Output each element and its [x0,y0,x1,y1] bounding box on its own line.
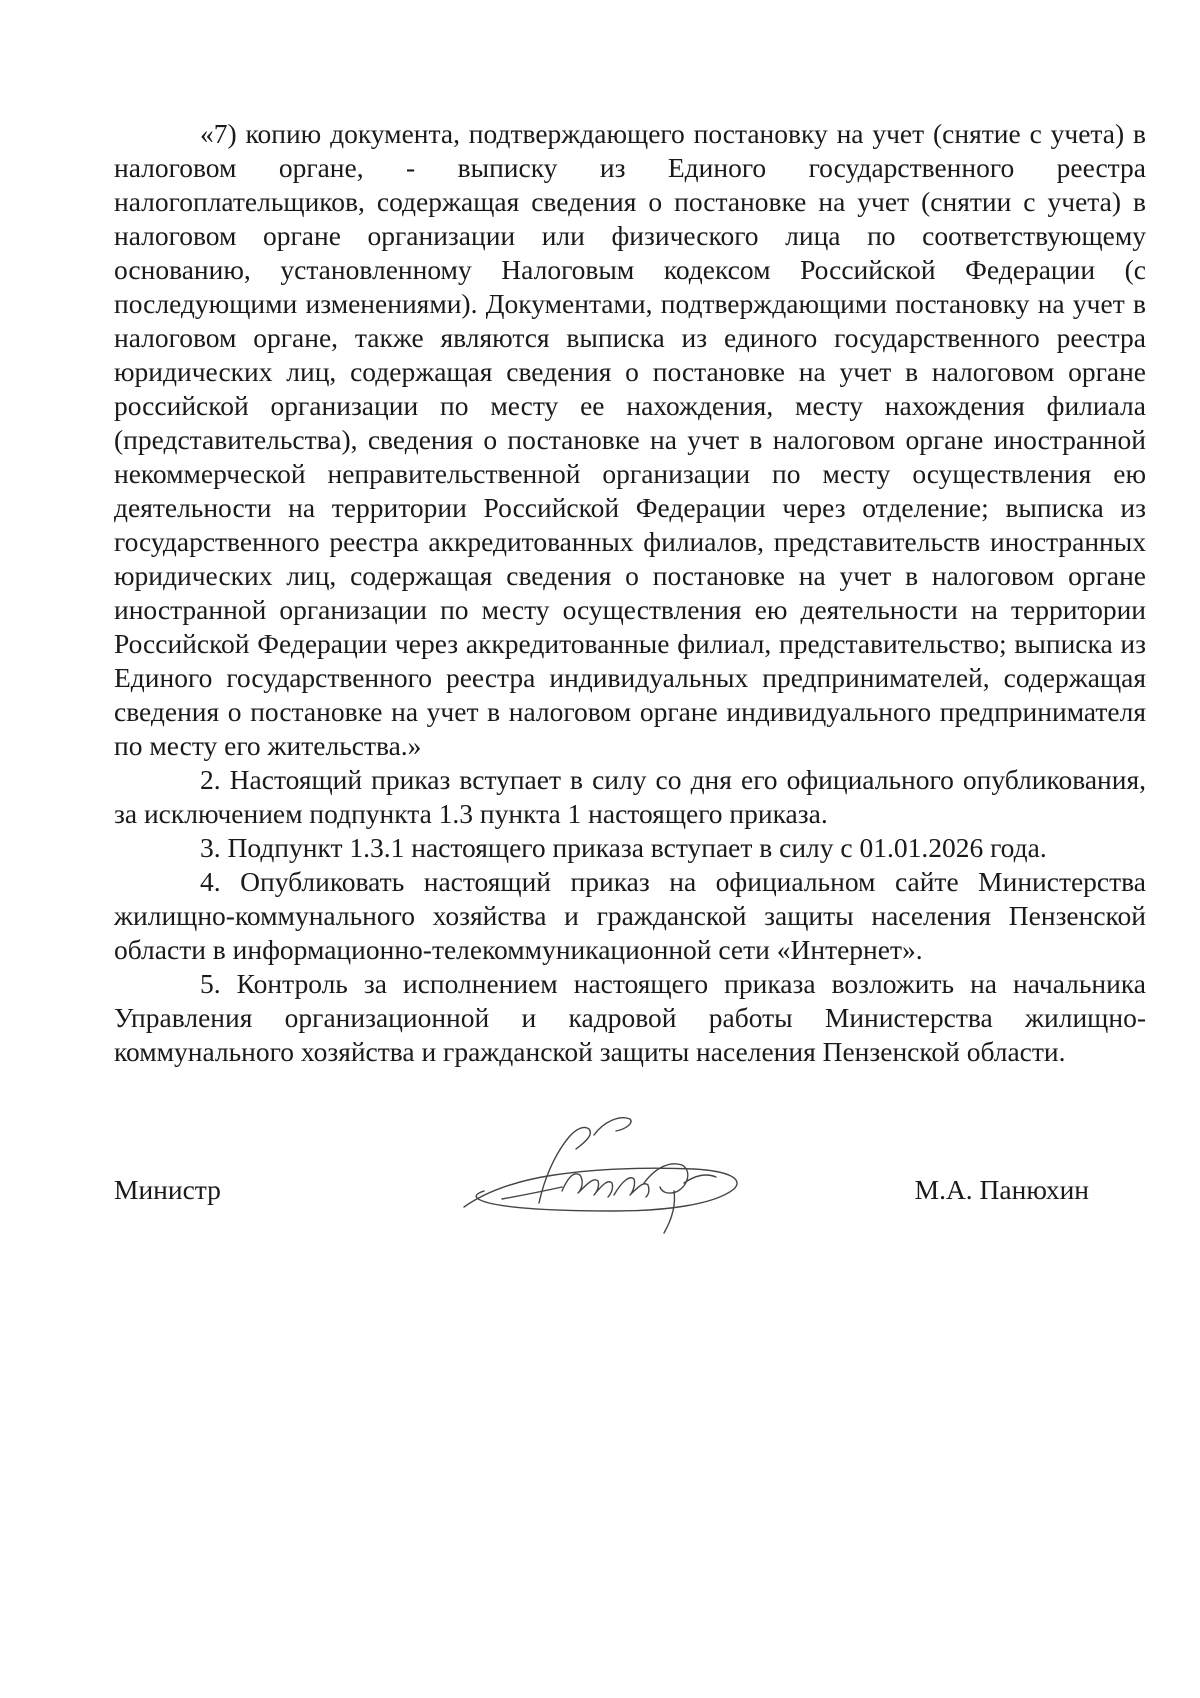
paragraph-item-7: «7) копию документа, подтверждающего постановку на учет (снятие с учета) в налоговом органе, - выписку из Единого государственного реестра налогоплательщиков, содержащая сведения о постановке на учет (снятии с учета) в налоговом органе организации или физического лица по соответствующему основанию, установленному Налоговым кодексом Российской Федерации (с последующими изменениями). Документами, подтверждающими постановку на учет в налоговом органе, также являются выписка из единого государственного реестра юридических лиц, содержащая сведения о постановке на учет в налоговом органе российской организации по месту ее нахождения, месту нахождения филиала (представительства), сведения о постановке на учет в налоговом органе иностранной некоммерческой неправительственной организации по месту осуществления ею деятельности на территории Российской Федерации через отделение; выписка из государственного реестра аккредитованных филиалов, представительств иностранных юридических лиц, содержащая сведения о постановке на учет в налоговом органе иностранной организации по месту осуществления ею деятельности на территории Российской Федерации через аккредитованные филиал, представительство; выписка из Единого государственного реестра индивидуальных предпринимателей, содержащая сведения о постановке на учет в налоговом органе индивидуального предпринимателя по месту его жительства.» [114,118,1146,761]
paragraph-2: 2. Настоящий приказ вступает в силу со дня его официального опубликования, за исключением подпункта 1.3 пункта 1 настоящего приказа. [114,764,1146,829]
signature-block [114,1165,1089,1255]
paragraph-4: 4. Опубликовать настоящий приказ на официальном сайте Министерства жилищно-коммунального хозяйства и гражданской защиты населения Пензенской области в информационно-телекоммуникационной сети «Интернет». [114,866,1146,965]
signatory-role: Министр [114,1174,221,1205]
paragraph-5: 5. Контроль за исполнением настоящего приказа возложить на начальника Управления организационной и кадровой работы Министерства жилищно-коммунального хозяйства и гражданской защиты населения Пензенской области. [114,968,1146,1067]
paragraph-3: 3. Подпункт 1.3.1 настоящего приказа вступает в силу с 01.01.2026 года. [200,832,1047,863]
signatory-name: М.А. Панюхин [914,1174,1089,1205]
document-body [114,117,1146,1069]
handwritten-signature-icon [444,1095,774,1245]
